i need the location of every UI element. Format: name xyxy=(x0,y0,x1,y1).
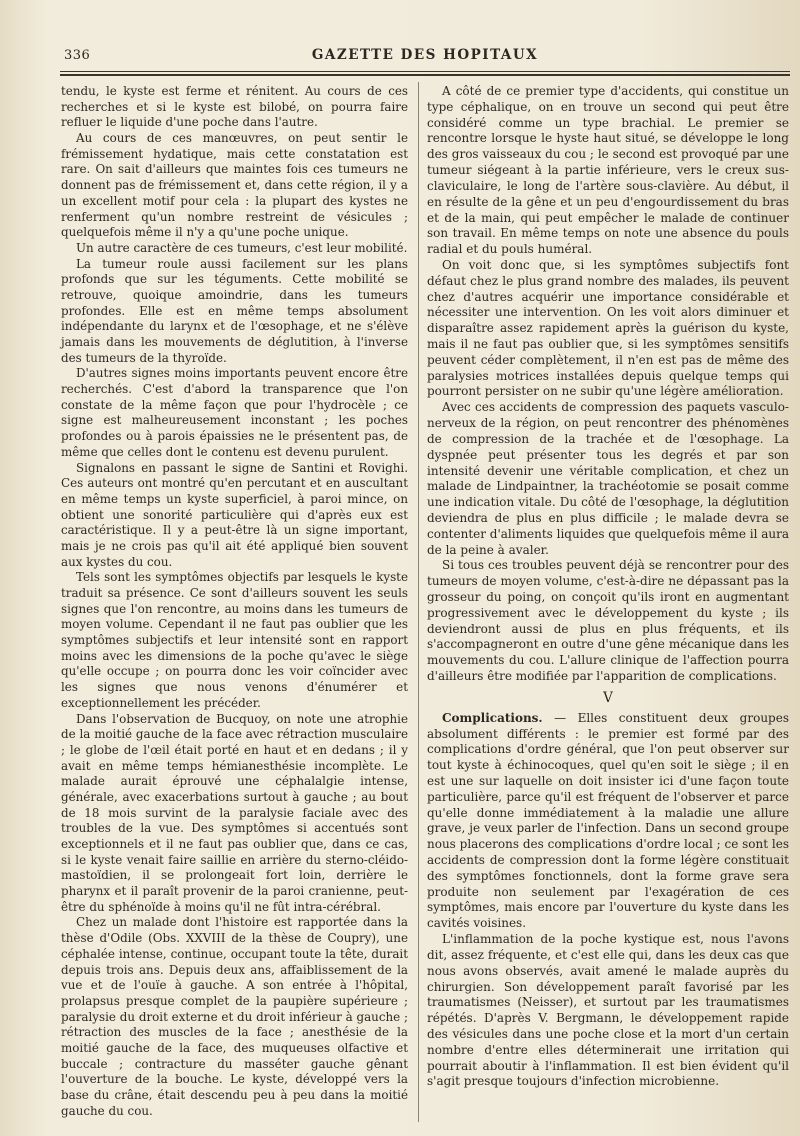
column-divider xyxy=(418,82,419,1122)
page-number: 336 xyxy=(64,48,91,63)
section-paragraph xyxy=(427,711,789,932)
right-column xyxy=(427,84,789,1090)
left-column xyxy=(61,84,408,1119)
header-rule-thick xyxy=(60,74,790,76)
paragraph: Un autre caractère de ces tumeurs, c'est leur mobilité. xyxy=(76,240,408,255)
paragraph: Au cours de ces manœuvres, on peut sentir le frémissement hydatique, mais cette constatation est rare. On sait d'ailleurs que maintes fois ces tumeurs ne donnent pas de frémissement et, dans cette région, il y a un excellent motif pour cela : la plupart des kystes ne renferment qu'un nombre restreint de vésicules ; quelquefois même il n'y a qu'une poche unique. xyxy=(61,131,408,240)
section-number: V xyxy=(603,689,613,706)
paragraph: A côté de ce premier type d'accidents, qui constitue un type céphalique, on en trouve un second qui peut être considéré comme un type brachial. Le premier se rencontre lorsque le hyste haut situé, se développe le long des gros vaisseaux du cou ; le second est provoqué par une tumeur siégeant à la partie inférieure, vers le creux sus-claviculaire, le long de l'artère sous-clavière. Au début, il en résulte de la gêne et un peu d'engourdissement du bras et de la main, qui peut empêcher le malade de continuer son travail. En même temps on note une absence du pouls radial et du pouls huméral. xyxy=(427,84,789,257)
page-header xyxy=(60,44,790,68)
paragraph: La tumeur roule aussi facilement sur les plans profonds que sur les téguments. Cette mobilité se retrouve, quoique amoindrie, dans les tumeurs profondes. Elle est en même temps absolument indépendante du larynx et de l'œsophage, et ne s'élève jamais dans les mouvements de déglutition, à l'inverse des tumeurs de la thyroïde. xyxy=(61,256,408,365)
paragraph: Signalons en passant le signe de Santini et Rovighi. Ces auteurs ont montré qu'en percutant et en auscultant en même temps un kyste superficiel, à paroi mince, on obtient une sonorité particulière qui d'après eux est caractéristique. Il y a peut-être là un signe important, mais je ne crois pas qu'il ait été appliqué bien souvent aux kystes du cou. xyxy=(61,460,408,569)
section-heading: Complications. xyxy=(442,710,543,725)
paragraph: On voit donc que, si les symptômes subjectifs font défaut chez le plus grand nombre des malades, ils peuvent chez d'autres acquérir une importance considérable et nécessiter une intervention. On les voit alors diminuer et disparaître assez rapidement après la guérison du kyste, mais il ne faut pas oublier que, si les symptômes sensitifs peuvent céder complètement, il n'en est pas de même des paralysies motrices installées depuis quelque temps qui pourront persister on ne subir qu'une légère amélioration. xyxy=(427,257,789,399)
paragraph: Chez un malade dont l'histoire est rapportée dans la thèse d'Odile (Obs. XXVIII de la thèse de Coupry), une céphalée intense, continue, occupant toute la tête, durait depuis trois ans. Depuis deux ans, affaiblissement de la vue et de l'ouïe à gauche. A son entrée à l'hôpital, prolapsus presque complet de la paupière supérieure ; paralysie du droit externe et du droit inférieur à gauche ; rétraction des muscles de la face ; anesthésie de la moitié gauche de la face, des muqueuses olfactive et buccale ; contracture du masséter gauche gênant l'ouverture de la bouche. Le kyste, développé vers la base du crâne, était descendu peu à peu dans la moitié gauche du cou. xyxy=(61,915,408,1118)
paragraph: Dans l'observation de Bucquoy, on note une atrophie de la moitié gauche de la face avec rétraction musculaire ; le globe de l'œil était porté en haut et en dedans ; il y avait en même temps hémianesthésie incomplète. Le malade aurait éprouvé une céphalalgie intense, générale, avec exacerbations surtout à gauche ; au bout de 18 mois survint de la paralysie faciale avec des troubles de la vue. Des symptômes si accentués sont exceptionnels et il ne faut pas oublier que, dans ce cas, si le kyste venait faire saillie en arrière du sterno-cléido-mastoïdien, il se prolongeait fort loin, derrière le pharynx et il paraît provenir de la paroi cranienne, peut-être du sphénoïde à moins qu'il ne fût intra-cérébral. xyxy=(61,711,408,914)
journal-title: GAZETTE DES HOPITAUX xyxy=(311,47,539,63)
paragraph: Tels sont les symptômes objectifs par lesquels le kyste traduit sa présence. Ce sont d'ailleurs souvent les seuls signes que l'on rencontre, au moins dans les tumeurs de moyen volume. Cependant il ne faut pas oublier que les symptômes subjectifs et leur intensité sont en rapport moins avec les dimensions de la poche qu'avec le siège qu'elle occupe ; on pourra donc les voir coïncider avec les signes que nous venons d'énumérer et exceptionnellement les précéder. xyxy=(61,570,408,710)
paragraph: tendu, le kyste est ferme et rénitent. Au cours de ces recherches et si le kyste est bilobé, on pourra faire refluer le liquide d'une poche dans l'autre. xyxy=(61,84,408,130)
paragraph: D'autres signes moins importants peuvent encore être recherchés. C'est d'abord la transparence que l'on constate de la même façon que pour l'hydrocèle ; ce signe est malheureusement inconstant ; les poches profondes ou à parois épaissies ne le présentent pas, de même que celles dont le contenu est devenu purulent. xyxy=(61,366,408,459)
paragraph: Si tous ces troubles peuvent déjà se rencontrer pour des tumeurs de moyen volume, c'est-à-dire ne dépassant pas la grosseur du poing, on conçoit qu'ils iront en augmentant progressivement avec le développement du kyste ; ils deviendront aussi de plus en plus fréquents, et ils s'accompagneront en outre d'une gêne mécanique dans les mouvements du cou. L'allure clinique de l'affection pourra d'ailleurs être modifiée par l'apparition de complications. xyxy=(427,558,789,684)
paragraph: L'inflammation de la poche kystique est, nous l'avons dit, assez fréquente, et c'est elle qui, dans les deux cas que nous avons observés, avait amené le malade auprès du chirurgien. Son développement paraît favorisé par les traumatismes (Neisser), et surtout par les traumatismes répétés. D'après V. Bergmann, le développement rapide des vésicules dans une poche close et la mort d'un certain nombre d'entre elles déterminerait une irritation qui pourrait aboutir à l'inflammation. Il est bien évident qu'il s'agit presque toujours d'infection microbienne. xyxy=(427,932,789,1089)
section-text: — Elles constituent deux groupes absolument différents : le premier est formé par des complications d'ordre général, que l'on peut observer sur tout kyste à échinocoques, quel qu'en soit le siège ; il en est une sur laquelle on doit insister ici d'une façon toute particulière, parce qu'il est fréquent de l'observer et parce qu'elle donne immédiatement à la maladie une allure grave, je veux parler de l'infection. Dans un second groupe nous placerons des complications d'ordre local ; ce sont les accidents de compression dont la forme légère constituait des symptômes fonctionnels, dont la forme grave sera produite non seulement par l'exagération de ces symptômes, mais encore par l'ouverture du kyste dans les cavités voisines. xyxy=(427,710,789,931)
paragraph: Avec ces accidents de compression des paquets vasculo-nerveux de la région, on peut rencontrer des phénomènes de compression de la trachée et de l'œsophage. La dyspnée peut présenter tous les degrés et par son intensité devenir une véritable complication, et chez un malade de Lindpaintner, la trachéotomie se posait comme une indication vitale. Du côté de l'œsophage, la déglutition deviendra de plus en plus difficile ; le malade devra se contenter d'aliments liquides que quelquefois même il aura de la peine à avaler. xyxy=(427,400,789,557)
header-rule xyxy=(60,71,790,72)
